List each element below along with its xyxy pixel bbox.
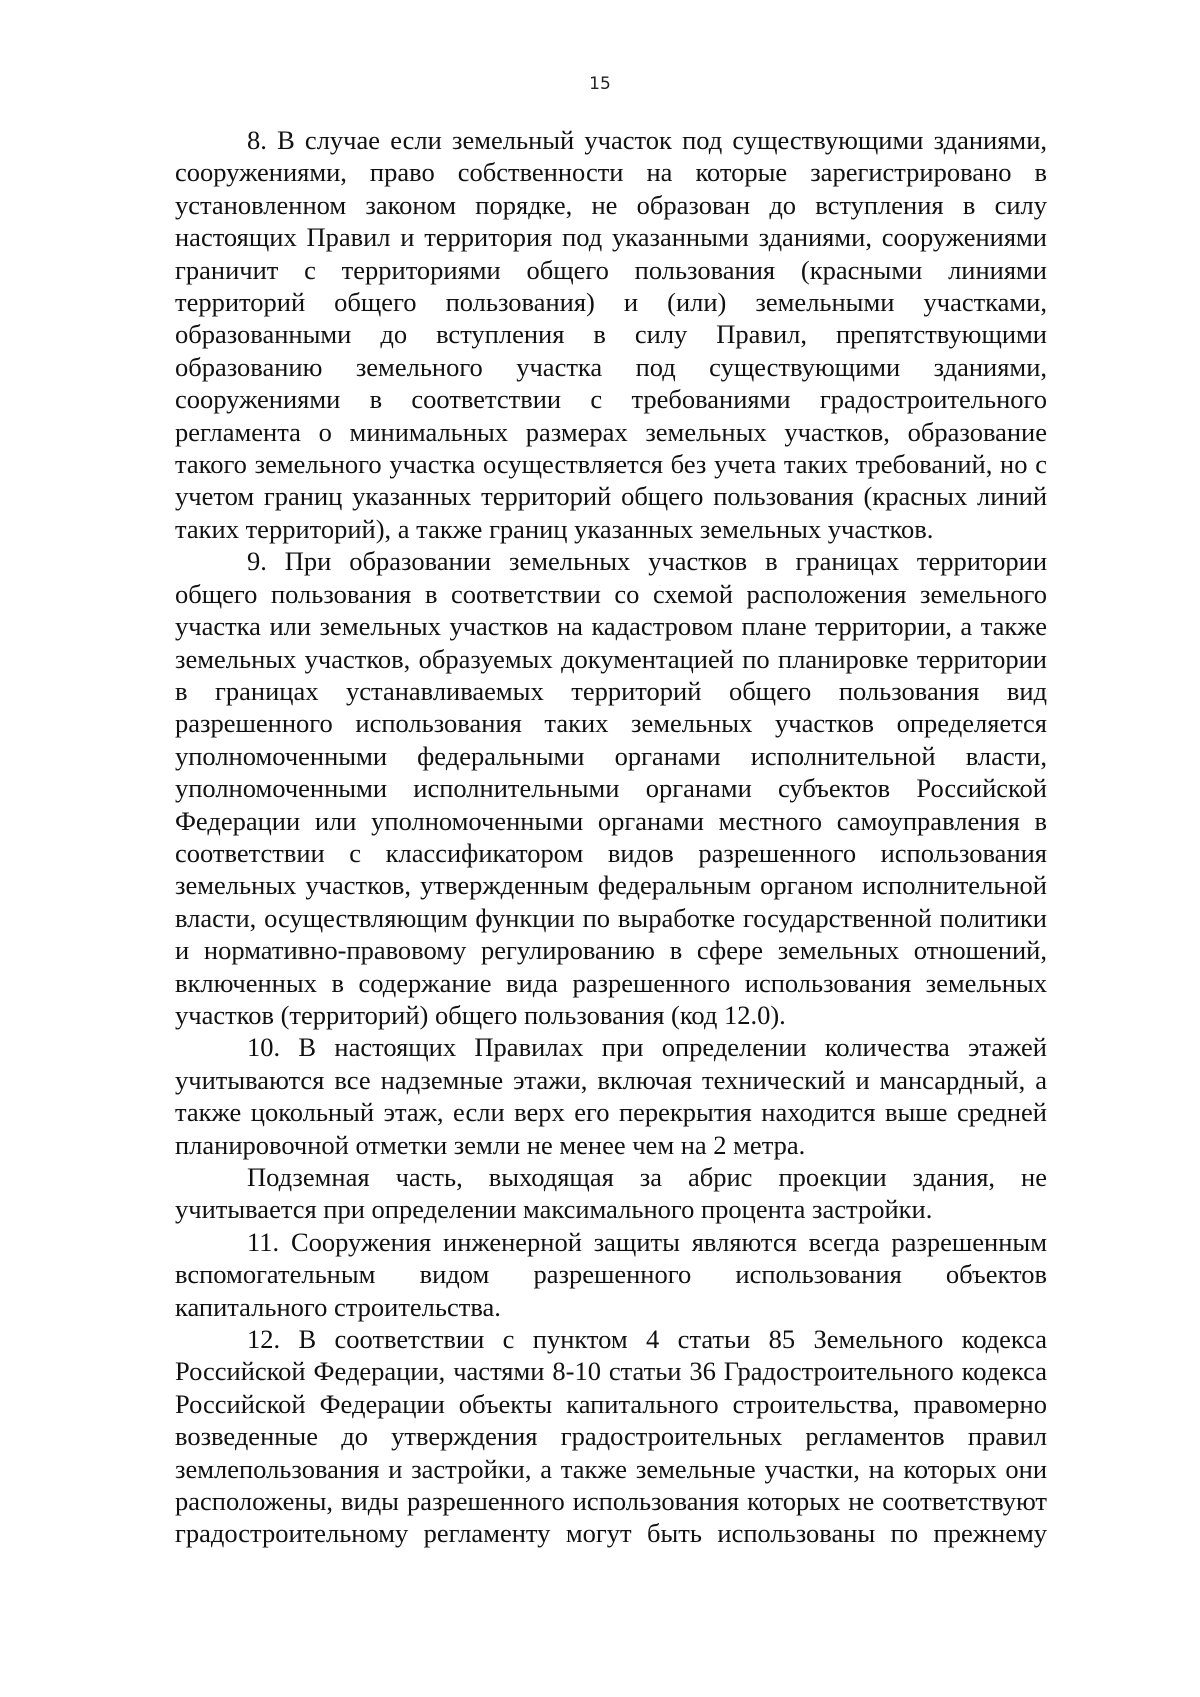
document-body (175, 124, 1047, 1550)
page-number: 15 (589, 74, 611, 94)
paragraph-8: 8. В случае если земельный участок под существующими зданиями, сооружениями, право собственности на которые зарегистрировано в установленном законом порядке, не образован до вступления в силу настоящих Правил и территория под указанными зданиями, сооружениями граничит с территориями общего пользования (красными линиями территорий общего пользования) и (или) земельными участками, образованными до вступления в силу Правил, препятствующими образованию земельного участка под существующими зданиями, сооружениями в соответствии с требованиями градостроительного регламента о минимальных размерах земельных участков, образование такого земельного участка осуществляется без учета таких требований, но с учетом границ указанных территорий общего пользования (красных линий таких территорий), а также границ указанных земельных участков. (175, 125, 1047, 544)
paragraph-12: 12. В соответствии с пунктом 4 статьи 85 Земельного кодекса Российской Федерации, частями 8-10 статьи 36 Градостроительного кодекса Российской Федерации объекты капитального строительства, правомерно возведенные до утверждения градостроительных регламентов правил землепользования и застройки, а также земельные участки, на которых они расположены, виды разрешенного использования которых не соответствуют градостроительному регламенту могут быть использованы по прежнему (175, 1324, 1047, 1549)
paragraph-10-continuation: Подземная часть, выходящая за абрис проекции здания, не учитывается при определении максимального процента застройки. (175, 1162, 1047, 1225)
paragraph-9: 9. При образовании земельных участков в границах территории общего пользования в соответствии со схемой расположения земельного участка или земельных участков на кадастровом плане территории, а также земельных участков, образуемых документацией по планировке территории в границах устанавливаемых территорий общего пользования вид разрешенного использования таких земельных участков определяется уполномоченными федеральными органами исполнительной власти, уполномоченными исполнительными органами субъектов Российской Федерации или уполномоченными органами местного самоуправления в соответствии с классификатором видов разрешенного использования земельных участков, утвержденным федеральным органом исполнительной власти, осуществляющим функции по выработке государственной политики и нормативно-правовому регулированию в сфере земельных отношений, включенных в содержание вида разрешенного использования земельных участков (территорий) общего пользования (код 12.0). (175, 546, 1047, 1030)
paragraph-10: 10. В настоящих Правилах при определении количества этажей учитываются все надземные этажи, включая технический и мансардный, а также цокольный этаж, если верх его перекрытия находится выше средней планировочной отметки земли не менее чем на 2 метра. (175, 1032, 1047, 1160)
paragraph-11: 11. Сооружения инженерной защиты являются всегда разрешенным вспомогательным видом разрешенного использования объектов капитального строительства. (175, 1226, 1047, 1322)
